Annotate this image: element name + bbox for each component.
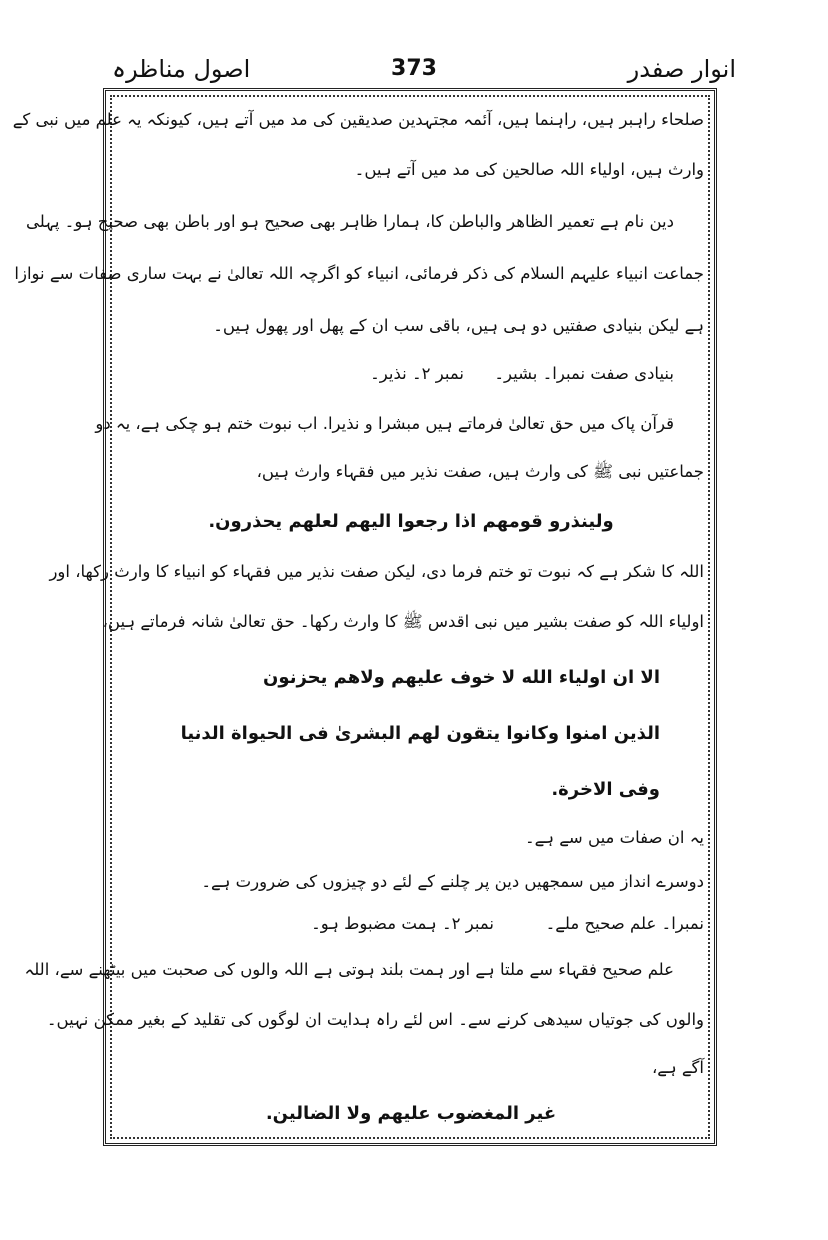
- text-line: جماعت انبیاء علیہم السلام کی ذکر فرمائی، انبیاء کو اگرچہ اللہ تعالیٰ نے بہت ساری صفات سے نوازا: [14, 264, 704, 283]
- verse-line: وفى الاخرة.: [551, 779, 660, 800]
- text-line: اللہ کا شکر ہے کہ نبوت تو ختم فرما دی، لیکن صفت نذیر میں فقہاء کو انبیاء کا وارث رکھا، اور: [49, 562, 704, 581]
- trait-first: بنیادی صفت نمبرا۔ بشیر۔: [494, 364, 674, 383]
- need-second: نمبر ۲۔ ہمت مضبوط ہو۔: [311, 914, 494, 933]
- needs-row: [118, 906, 704, 942]
- verse-line: غير المغضوب عليهم ولا الضالين.: [265, 1103, 557, 1124]
- text-line: دوسرے انداز میں سمجھیں دین پر چلنے کے لئے دو چیزوں کی ضرورت ہے۔: [201, 872, 704, 891]
- text-line: والوں کی جوتیاں سیدھی کرنے سے۔ اس لئے راہ ہدایت ان لوگوں کی تقلید کے بغیر ممکن نہیں۔: [46, 1010, 704, 1029]
- verse-line: الا ان اولياء الله لا خوف عليهم ولاهم يحزنون: [263, 667, 660, 688]
- page-number: 373: [391, 56, 437, 81]
- need-first: نمبرا۔ علم صحیح ملے۔: [545, 914, 704, 933]
- text-line: وارث ہیں، اولیاء اللہ صالحین کی مد میں آتے ہیں۔: [354, 160, 704, 179]
- trait-second: نمبر ۲۔ نذیر۔: [370, 364, 464, 383]
- text-line: آگے ہے،: [651, 1058, 704, 1077]
- text-line: قرآن پاک میں حق تعالیٰ فرماتے ہیں مبشرا و نذیرا. اب نبوت ختم ہو چکی ہے، یہ دو: [95, 414, 674, 433]
- page-body: [12, 96, 704, 1140]
- text-line: صلحاء راہبر ہیں، راہنما ہیں، آئمہ مجتہدین صدیقین کی مد میں آتے ہیں، کیونکہ یہ علم میں نبی کے: [12, 110, 704, 129]
- text-line: اولیاء اللہ کو صفت بشیر میں نبی اقدس ﷺ کا وارث رکھا۔ حق تعالیٰ شانہ فرماتے ہیں،: [102, 612, 704, 631]
- text-line: جماعتیں نبی ﷺ کی وارث ہیں، صفت نذیر میں فقہاء وارث ہیں،: [256, 462, 704, 481]
- text-line: یہ ان صفات میں سے ہے۔: [525, 828, 704, 847]
- book-title: انوار صفدر: [627, 55, 736, 83]
- text-line: دین نام ہے تعمیر الظاهر والباطن کا، ہمارا ظاہر بھی صحیح ہو اور باطن بھی صحیح ہو۔ پہلی: [25, 212, 674, 231]
- basic-traits-row: [118, 356, 704, 392]
- verse-line: ولینذرو قومهم اذا رجعوا اليهم لعلهم يحذرون.: [208, 511, 614, 532]
- chapter-title: اصول مناظرہ: [112, 55, 251, 83]
- text-line: ہے لیکن بنیادی صفتیں دو ہی ہیں، باقی سب ان کے پھل اور پھول ہیں۔: [213, 316, 704, 335]
- text-line: علم صحیح فقہاء سے ملتا ہے اور ہمت بلند ہوتی ہے اللہ والوں کی صحبت میں بیٹھنے سے، اللہ: [24, 960, 674, 979]
- verse-line: الذين امنوا وكانوا يتقون لهم البشرىٰ فى الحيواة الدنيا: [180, 723, 660, 744]
